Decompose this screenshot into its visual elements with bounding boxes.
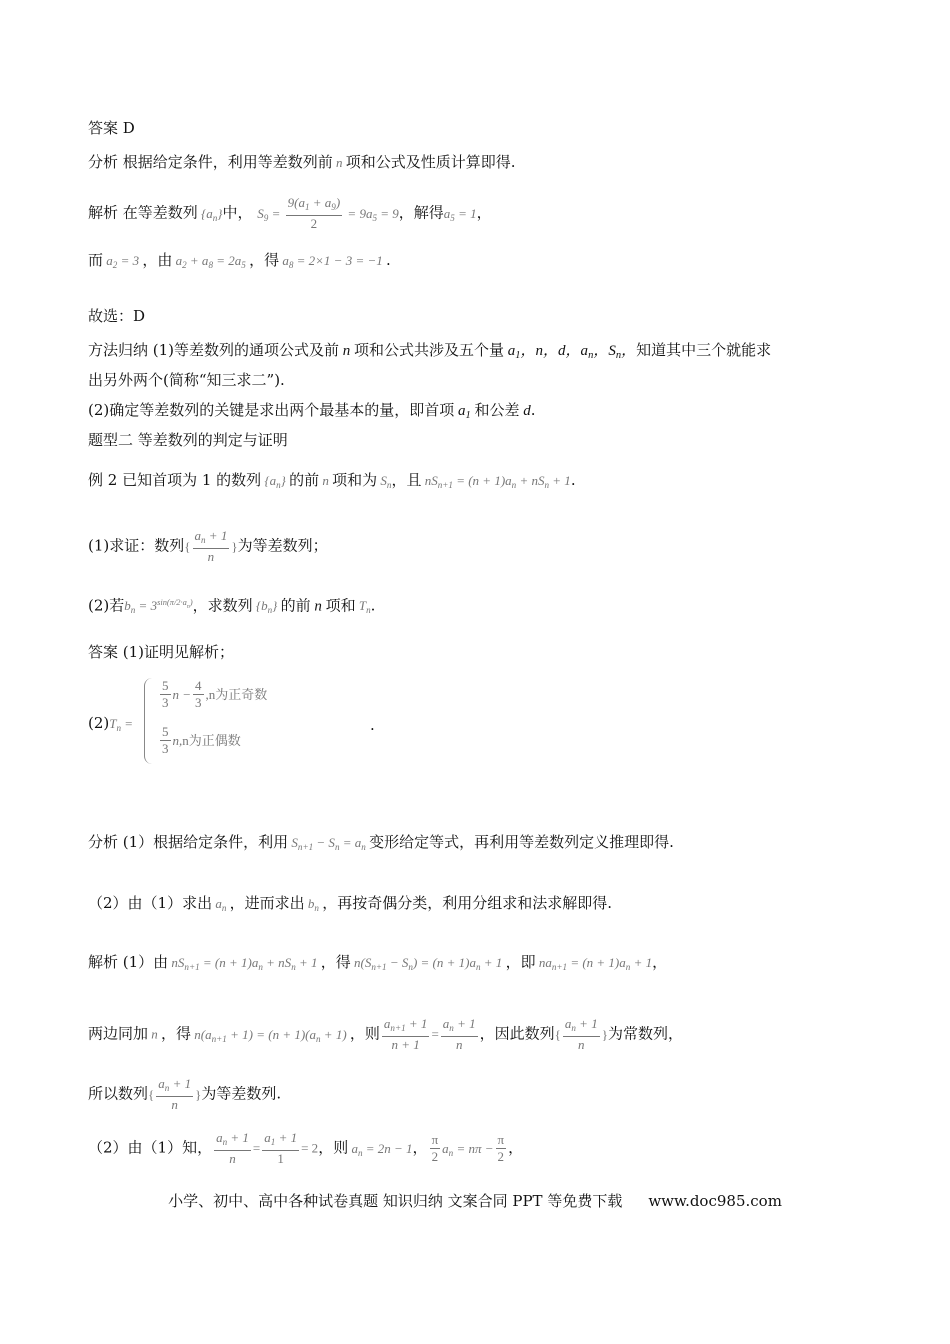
- analysis-line: 分析 根据给定条件，利用等差数列前 n 项和公式及性质计算即得.: [88, 153, 516, 171]
- solution-2-line-3: 所以数列{ $\frac{a_n + 1}{n}$ }为等差数列.: [88, 1076, 282, 1112]
- example-2-line: 例 2 已知首项为 1 的数列 $\{a_n\}$ 的前 n 项和为 $S_n$，且 $nS_{n+1} = (n + 1)a_n + nS_n + 1$.: [88, 471, 576, 490]
- method-line-2: 出另外两个(简称“知三求二”).: [88, 371, 285, 389]
- analysis-2-line-2: （2）由（1）求出 $a_n$ ，进而求出 $b_n$ ，再按奇偶分类，利用分组求和法求解即得.: [88, 894, 612, 913]
- fraction: $\frac{a_n + 1}{n}$: [194, 528, 228, 564]
- question-2: (2)若$b_n = 3^{sin(\pi/2\cdot a_n)}$，求数列 $\{b_n\}$ 的前 n 项和 $T_n$.: [88, 596, 376, 616]
- choice-line: 故选：D: [88, 307, 146, 325]
- footer-url[interactable]: www.doc985.com: [648, 1192, 782, 1210]
- case-even: $\frac{5}{3}$ n,n为正偶数: [162, 724, 241, 756]
- section-heading: 题型二 等差数列的判定与证明: [88, 431, 288, 449]
- solution-line-2: 而 $a_2 = 3$ ，由 $a_2 + a_8 = 2a_5$ ，得 $a_8 = 2\times 1 - 3 = -1$ .: [88, 251, 391, 270]
- solution-line-1: 解析 在等差数列 $\{a_n\}$中， $S_9$ = $\frac{9(a_1 + a_9)}{2}$ = $9a_5 = 9$，解得$a_5 = 1$，: [88, 195, 492, 231]
- page-footer: 小学、初中、高中各种试卷真题 知识归纳 文案合同 PPT 等免费下载 www.doc985.com: [168, 1192, 782, 1210]
- case-odd: $\frac{5}{3}$ n − $\frac{4}{3}$ ,n为正奇数: [162, 678, 268, 710]
- fraction: $\frac{9(a_1 + a_9)}{2}$: [287, 195, 341, 231]
- answer-line: 答案 D: [88, 119, 135, 137]
- solution-2-line-2: 两边同加 n ，得 $n(a_{n+1} + 1) = (n + 1)(a_n + 1)$ ，则 $\frac{a_{n+1} + 1}{n + 1}$ = $\frac{a_n + 1}{n}$ ，因此数列{ $\frac{a_n + 1}{n}$ }为常数列，: [88, 1016, 683, 1052]
- question-1: (1)求证：数列{ $\frac{a_n + 1}{n}$ }为等差数列；: [88, 528, 328, 564]
- solution-2-line-1: 解析 (1）由 $nS_{n+1} = (n + 1)a_n + nS_n + 1$ ，得 $n(S_{n+1} - S_n) = (n + 1)a_n + 1$ ，即 $na_{n+1} = (n + 1)a_n + 1$，: [88, 953, 668, 972]
- answer-2-line: 答案 (1)证明见解析；: [88, 643, 235, 661]
- solution-2-line-4: （2）由（1）知， $\frac{a_n + 1}{n}$ = $\frac{a_1 + 1}{1}$ = 2，则 $a_n = 2n - 1$， $\frac{\pi}{2}$ $a_n = n\pi$ − $\frac{\pi}{2}$ ，: [88, 1130, 524, 1166]
- left-brace: [144, 678, 155, 764]
- analysis-2-line-1: 分析 (1）根据给定条件，利用 $S_{n+1} - S_n = a_n$ 变形给定等式，再利用等差数列定义推理即得.: [88, 833, 674, 852]
- method-line-3: (2)确定等差数列的关键是求出两个最基本的量，即首项 $a_1$ 和公差 d.: [88, 401, 536, 421]
- method-line-1: 方法归纳 (1)等差数列的通项公式及前 n 项和公式共涉及五个量 $a_1$，n，d，$a_n$，$S_n$，知道其中三个就能求: [88, 341, 772, 361]
